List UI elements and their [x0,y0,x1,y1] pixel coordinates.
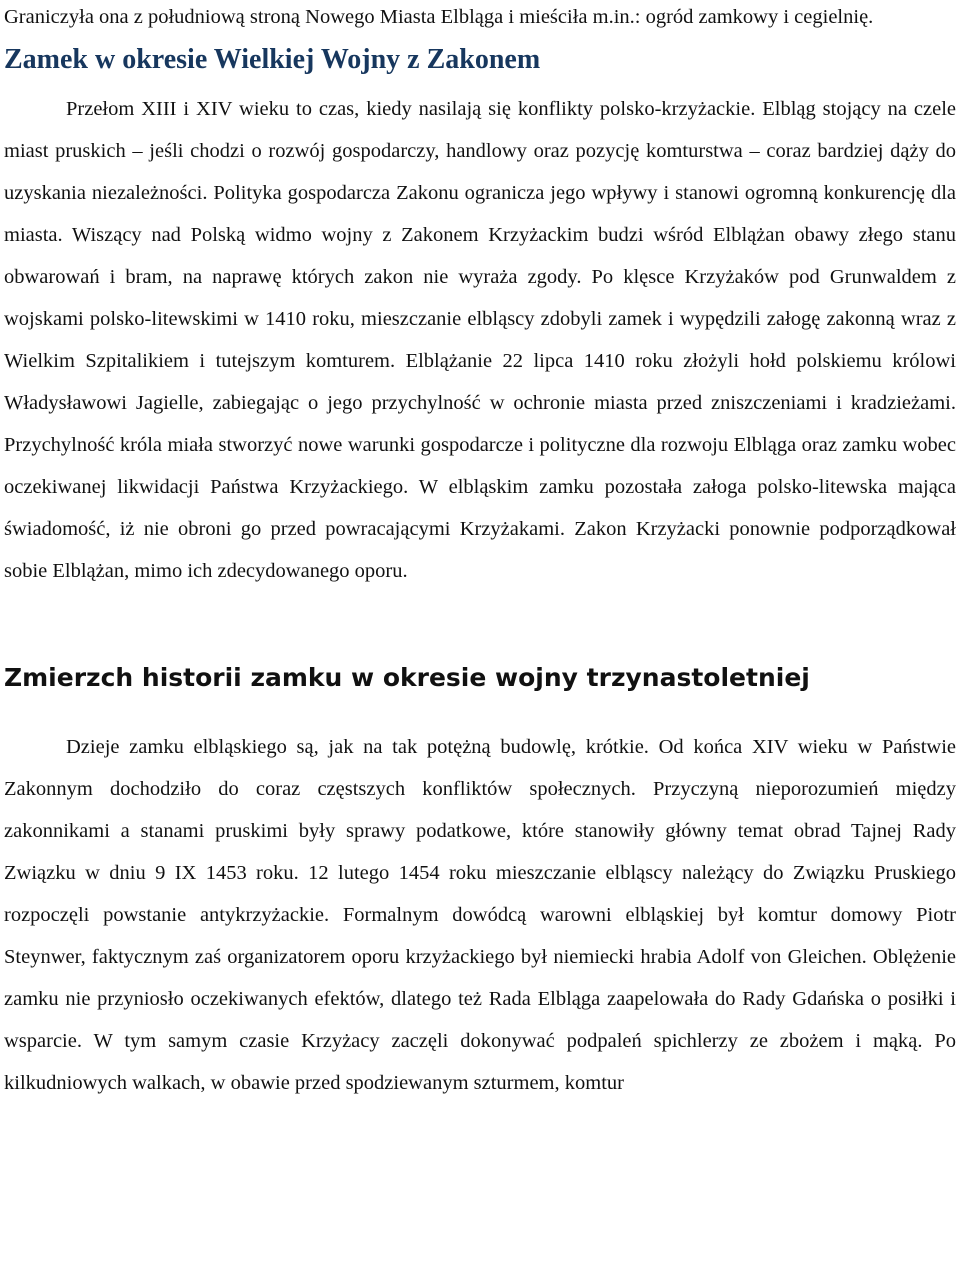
intro-paragraph: Graniczyła ona z południową stroną Nowego Miasta Elbląga i mieściła m.in.: ogród zamkowy i cegielnię. [4,6,874,28]
section-heading-wielka-wojna: Zamek w okresie Wielkiej Wojny z Zakonem [4,44,541,75]
document-page [4,0,956,1104]
section-heading-wojna-trzynastoletnia: Zmierzch historii zamku w okresie wojny trzynastoletniej [4,663,810,692]
body-paragraph-wojna-trzynastoletnia: Dzieje zamku elbląskiego są, jak na tak potężną budowlę, krótkie. Od końca XIV wieku w Państwie Zakonnym dochodziło do coraz częstszych konfliktów społecznych. Przyczyną nieporozumień między zakonnikami a stanami pruskimi były sprawy podatkowe, które stanowiły główny temat obrad Tajnej Rady Związku w dniu 9 IX 1453 roku. 12 lutego 1454 roku mieszczanie elbląscy należący do Związku Pruskiego rozpoczęli powstanie antykrzyżackie. Formalnym dowódcą warowni elbląskiej był komtur domowy Piotr Steynwer, faktycznym zaś organizatorem oporu krzyżackiego był niemiecki hrabia Adolf von Gleichen. Oblężenie zamku nie przyniosło oczekiwanych efektów, dlatego też Rada Elbląga zaapelowała do Rady Gdańska o posiłki i wsparcie. W tym samym czasie Krzyżacy zaczęli dokonywać podpaleń spichlerzy ze zbożem i mąką. Po kilkudniowych walkach, w obawie przed spodziewanym szturmem, komtur [4,736,956,1094]
body-paragraph-wielka-wojna: Przełom XIII i XIV wieku to czas, kiedy nasilają się konflikty polsko-krzyżackie. Elbląg stojący na czele miast pruskich – jeśli chodzi o rozwój gospodarczy, handlowy oraz pozycję komturstwa – coraz bardziej dąży do uzyskania niezależności. Polityka gospodarcza Zakonu ogranicza jego wpływy i stanowi ogromną konkurencję dla miasta. Wiszący nad Polską widmo wojny z Zakonem Krzyżackim budzi wśród Elblążan obawy złego stanu obwarowań i bram, na naprawę których zakon nie wyraża zgody. Po klęsce Krzyżaków pod Grunwaldem z wojskami polsko-litewskimi w 1410 roku, mieszczanie elbląscy zdobyli zamek i wypędzili załogę zakonną wraz z Wielkim Szpitalikiem i tutejszym komturem. Elblążanie 22 lipca 1410 roku złożyli hołd polskiemu królowi Władysławowi Jagielle, zabiegając o jego przychylność w ochronie miasta przed zniszczeniami i kradzieżami. Przychylność króla miała stworzyć nowe warunki gospodarcze i polityczne dla rozwoju Elbląga oraz zamku wobec oczekiwanej likwidacji Państwa Krzyżackiego. W elbląskim zamku pozostała załoga polsko-litewska mająca świadomość, iż nie obroni go przed powracającymi Krzyżakami. Zakon Krzyżacki ponownie podporządkował sobie Elblążan, mimo ich zdecydowanego oporu. [4,98,956,582]
